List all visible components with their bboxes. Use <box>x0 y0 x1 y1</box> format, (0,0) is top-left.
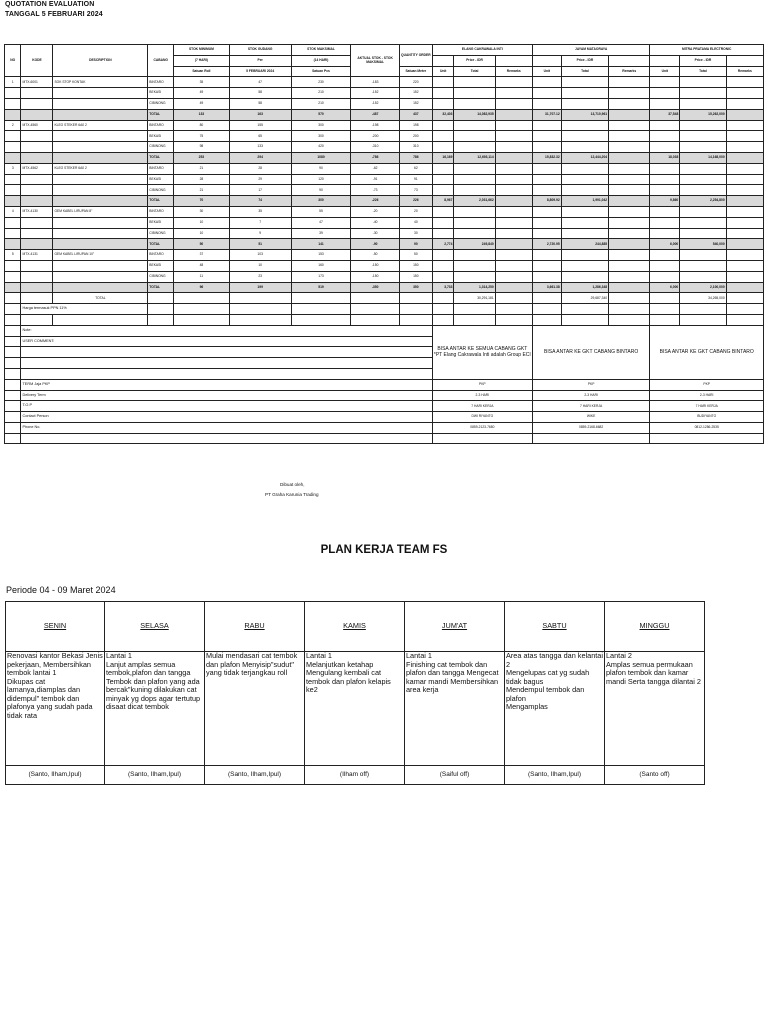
day-team: (Santo, Ilham,Ipul) <box>205 766 305 785</box>
col-qty-order: QUANTITY ORDER <box>399 45 432 67</box>
total-max: 570 <box>291 109 351 120</box>
stok-gudang-cell: 155 <box>229 120 291 131</box>
stok-min-cell: 21 <box>174 185 230 196</box>
aktual-cell: -30 <box>351 228 399 239</box>
item-no: 1 <box>5 77 21 88</box>
day-header: SELASA <box>105 602 205 652</box>
supplier-total: 2,100,000 <box>680 282 726 293</box>
supplier-unit-price: 16,169 <box>432 152 454 163</box>
qty-cell: 198 <box>399 120 432 131</box>
table-row <box>5 250 764 261</box>
day-task: Area atas tangga dan kelantai 2 Mengelupas cat yg sudah tidak bagus Mendempul tembok dan plafon Mengamplas <box>505 652 605 766</box>
aktual-cell: -40 <box>351 217 399 228</box>
col-total: Total <box>454 66 495 77</box>
stok-max-cell: 153 <box>291 250 351 261</box>
branch-cell: CIBINONG <box>148 98 174 109</box>
stok-gudang-cell: 29 <box>229 174 291 185</box>
branch-cell: BEKASI <box>148 217 174 228</box>
col-unit: Unit <box>650 66 680 77</box>
total-gudang: 74 <box>229 196 291 207</box>
stok-gudang-cell: 7 <box>229 217 291 228</box>
qty-cell: 62 <box>399 163 432 174</box>
item-kode: MTX-4131 <box>21 250 53 261</box>
supplier-unit-price: 37,548 <box>650 109 680 120</box>
term-value: PKP <box>650 379 764 390</box>
day-header: SABTU <box>505 602 605 652</box>
stok-max-cell: 210 <box>291 88 351 99</box>
day-header: JUM'AT <box>405 602 505 652</box>
term-value: PKP <box>432 379 532 390</box>
stok-max-cell: 300 <box>291 131 351 142</box>
qty-cell: 150 <box>399 260 432 271</box>
stok-min-cell: 11 <box>174 271 230 282</box>
supplier-total: 14,168,000 <box>680 152 726 163</box>
stok-gudang-cell: 10 <box>229 260 291 271</box>
term-value: PKP <box>532 379 650 390</box>
supplier-unit-price: 6,000 <box>650 282 680 293</box>
supplier-total: 2,031,662 <box>454 196 495 207</box>
grand-total-label: TOTAL <box>53 293 148 304</box>
stok-max-cell: 90 <box>291 163 351 174</box>
total-qty: 350 <box>399 282 432 293</box>
col-qty-unit: Satuan Meter <box>399 66 432 77</box>
table-row <box>5 206 764 217</box>
branch-cell: BINTARO <box>148 206 174 217</box>
stok-max-cell: 420 <box>291 142 351 153</box>
price-label: Price - IDR <box>454 55 495 66</box>
aktual-cell: -91 <box>351 174 399 185</box>
term-value: 7 HARI KERJA <box>432 401 532 412</box>
term-label: T.O.P <box>21 401 432 412</box>
col-stok-min: STOK MINIMUM <box>174 45 230 56</box>
qty-cell: 30 <box>399 228 432 239</box>
table-row <box>5 120 764 131</box>
day-task: Mulai mendasari cat tembok dan plafon Menyisip"sudut" yang tidak terjangkau roll <box>205 652 305 766</box>
total-label: TOTAL <box>148 282 174 293</box>
stok-min-cell: 21 <box>174 163 230 174</box>
aktual-cell: -150 <box>351 260 399 271</box>
col-total: Total <box>680 66 726 77</box>
day-team: (Saiful off) <box>405 766 505 785</box>
aktual-cell: -183 <box>351 77 399 88</box>
col-remarks: Remarks <box>495 66 532 77</box>
col-cabang: CABANG <box>148 45 174 77</box>
supplier-unit-price: 3,733 <box>432 282 454 293</box>
branch-cell: BEKASI <box>148 131 174 142</box>
supplier-note: BISA ANTAR KE GKT CABANG BINTARO <box>532 325 650 379</box>
stok-gudang-cell: 58 <box>229 98 291 109</box>
stok-max-cell: 47 <box>291 217 351 228</box>
stok-gudang-cell: 133 <box>229 142 291 153</box>
term-label: Contact Person <box>21 412 432 423</box>
qty-cell: 20 <box>399 206 432 217</box>
qty-cell: 152 <box>399 98 432 109</box>
term-label: Phone No. <box>21 422 432 433</box>
day-task: Lantai 1 Lanjut amplas semua tembok,plafon dan tangga Tembok dan plafon yang ada bercak"kuning dilakukan cat minyak yg dops agar tertutup disaat dicat tembok <box>105 652 205 766</box>
stok-max-cell: 173 <box>291 271 351 282</box>
supplier-total: 2,254,800 <box>680 196 726 207</box>
supplier-total: 15,262,000 <box>680 109 726 120</box>
table-row <box>5 131 764 142</box>
item-description: KLEO STEKER 6A0 2 <box>53 163 148 174</box>
col-stok-max-unit: Satuan Pcs <box>291 66 351 77</box>
day-team: (Santo, Ilham,Ipul) <box>505 766 605 785</box>
total-row <box>5 196 764 207</box>
total-gudang: 51 <box>229 239 291 250</box>
stok-gudang-cell: 58 <box>229 88 291 99</box>
qty-cell: 73 <box>399 185 432 196</box>
supplier-unit-price: 9,860 <box>650 196 680 207</box>
supplier-total: 12,693,114 <box>454 152 495 163</box>
supplier-note: BISA ANTAR KE SEMUA CABANG GKT *PT Elang Cakrawala Inti adalah Group ECI <box>432 325 532 379</box>
aktual-cell: -150 <box>351 271 399 282</box>
term-value: 7 HARI KERJA <box>532 401 650 412</box>
total-qty: 786 <box>399 152 432 163</box>
aktual-cell: -62 <box>351 163 399 174</box>
day-team: (Santo, Ilham,Ipul) <box>6 766 105 785</box>
col-stok-gudang: STOK GUDANG <box>229 45 291 56</box>
stok-max-cell: 39 <box>291 228 351 239</box>
day-task: Renovasi kantor Bekasi Jenis pekerjaan, Membersihkan tembok lantai 1 Dikupas cat lamanya,diamplas dan didempul" tembok dan plafonya yang sudah pada tidak rata <box>6 652 105 766</box>
total-label: TOTAL <box>148 152 174 163</box>
col-remarks: Remarks <box>726 66 763 77</box>
total-max: 141 <box>291 239 351 250</box>
total-row <box>5 239 764 250</box>
col-stok-gudang-unit: 5 FEBRUARI 2024 <box>229 66 291 77</box>
stok-max-cell: 120 <box>291 174 351 185</box>
signature-label: Dibuat oleh, <box>280 482 305 487</box>
stok-gudang-cell: 35 <box>229 206 291 217</box>
supplier-total: 12,444,204 <box>561 152 608 163</box>
total-min: 253 <box>174 152 230 163</box>
day-header: KAMIS <box>305 602 405 652</box>
stok-min-cell: 30 <box>174 206 230 217</box>
col-description: DESCRIPTION <box>53 45 148 77</box>
total-min: 70 <box>174 196 230 207</box>
col-aktual: AKTUAL STOK - STOK MAKSIMAL <box>351 45 399 77</box>
stok-gudang-cell: 28 <box>229 163 291 174</box>
supplier-total: 244,885 <box>561 239 608 250</box>
term-value: 0812-1286-2535 <box>650 422 764 433</box>
document-title: QUOTATION EVALUATION <box>5 1 95 8</box>
stok-gudang-cell: 65 <box>229 131 291 142</box>
total-aktual: -487 <box>351 109 399 120</box>
qty-cell: 91 <box>399 174 432 185</box>
supplier-total: 13,710,961 <box>561 109 608 120</box>
total-qty: 226 <box>399 196 432 207</box>
stok-min-cell: 37 <box>174 250 230 261</box>
stok-min-cell: 98 <box>174 142 230 153</box>
stok-min-cell: 10 <box>174 228 230 239</box>
price-label: Price - IDR <box>561 55 608 66</box>
aktual-cell: -152 <box>351 88 399 99</box>
col-remarks: Remarks <box>609 66 650 77</box>
grand-total-value: 29,687,340 <box>561 293 608 304</box>
supplier-unit-price: 2,774 <box>432 239 454 250</box>
aktual-cell: -310 <box>351 142 399 153</box>
ppn-note: Harga termasuk PPN 11% <box>21 304 148 315</box>
table-row <box>5 174 764 185</box>
branch-cell: BINTARO <box>148 77 174 88</box>
supplier-unit-price: 6,000 <box>650 239 680 250</box>
total-qty: 90 <box>399 239 432 250</box>
term-value: BUDIYANTO <box>650 412 764 423</box>
col-stok-max: STOK MAKSIMAL <box>291 45 351 56</box>
term-value: 2-3 HARI <box>650 390 764 401</box>
aktual-cell: -200 <box>351 131 399 142</box>
total-min: 50 <box>174 239 230 250</box>
total-max: 519 <box>291 282 351 293</box>
supplier-unit-price: 15,832.32 <box>532 152 561 163</box>
term-value: 7 HARI KERJA <box>650 401 764 412</box>
day-task: Lantai 1 Melanjutkan ketahap Mengulang kembali cat tembok dan plafon kelapis ke2 <box>305 652 405 766</box>
table-row <box>5 88 764 99</box>
total-label: TOTAL <box>148 239 174 250</box>
qty-cell: 310 <box>399 142 432 153</box>
term-value: 0859-2123-7680 <box>432 422 532 433</box>
stok-max-cell: 90 <box>291 185 351 196</box>
item-description: SOK STOP KONTAK <box>53 77 148 88</box>
supplier-total: 1,286,348 <box>561 282 608 293</box>
stok-min-cell: 49 <box>174 98 230 109</box>
signature-company: PT Graha Karunia Trading <box>265 492 319 497</box>
item-kode: MTX-6001 <box>21 77 53 88</box>
total-aktual: -786 <box>351 152 399 163</box>
total-row <box>5 109 764 120</box>
aktual-cell: -50 <box>351 250 399 261</box>
item-description: GEM KABEL LIRUPAN 8" <box>53 206 148 217</box>
day-header: SENIN <box>6 602 105 652</box>
qty-cell: 50 <box>399 250 432 261</box>
supplier-unit-price: 8,809.92 <box>532 196 561 207</box>
supplier-total: 14,082,935 <box>454 109 495 120</box>
item-kode: MTX-4562 <box>21 163 53 174</box>
term-label: TERM Jaja PKP <box>21 379 432 390</box>
table-row <box>5 185 764 196</box>
stok-min-cell: 35 <box>174 77 230 88</box>
stok-gudang-cell: 23 <box>229 271 291 282</box>
table-row <box>5 228 764 239</box>
stok-max-cell: 55 <box>291 206 351 217</box>
document-date: TANGGAL 5 FEBRUARI 2024 <box>5 11 103 18</box>
term-value: 2-3 HARI <box>532 390 650 401</box>
plan-period: Periode 04 - 09 Maret 2024 <box>6 585 116 595</box>
qty-cell: 220 <box>399 77 432 88</box>
term-value: 2-3 HARI <box>432 390 532 401</box>
branch-cell: BEKASI <box>148 88 174 99</box>
qty-cell: 40 <box>399 217 432 228</box>
item-description: GEM KABEL LIRUPAN 10" <box>53 250 148 261</box>
table-row <box>5 142 764 153</box>
stok-min-cell: 28 <box>174 174 230 185</box>
branch-cell: CIBINONG <box>148 142 174 153</box>
table-row <box>5 77 764 88</box>
supplier-total: 1,314,250 <box>454 282 495 293</box>
grand-total-value: 30,291,181 <box>454 293 495 304</box>
stok-gudang-cell: 17 <box>229 185 291 196</box>
col-kode: KODE <box>21 45 53 77</box>
supplier-unit-price: 2,720.95 <box>532 239 561 250</box>
day-team: (Ilham off) <box>305 766 405 785</box>
stok-min-cell: 48 <box>174 260 230 271</box>
stok-gudang-cell: 9 <box>229 228 291 239</box>
stok-min-cell: 49 <box>174 88 230 99</box>
term-value: 0859-2168-6682 <box>532 422 650 433</box>
total-min: 96 <box>174 282 230 293</box>
item-no: 2 <box>5 120 21 131</box>
term-value: WIKE <box>532 412 650 423</box>
day-team: (Santo, Ilham,Ipul) <box>105 766 205 785</box>
day-task: Lantai 2 Amplas semua permukaan plafon tembok dan kamar mandi Serta tangga dilantai 2 <box>605 652 705 766</box>
supplier-total: 540,000 <box>680 239 726 250</box>
aktual-cell: -20 <box>351 206 399 217</box>
item-description: KLEO STEKER 6A0 2 <box>53 120 148 131</box>
aktual-cell: -73 <box>351 185 399 196</box>
aktual-cell: -198 <box>351 120 399 131</box>
table-row <box>5 260 764 271</box>
supplier-total: 249,840 <box>454 239 495 250</box>
qty-cell: 152 <box>399 88 432 99</box>
stok-max-cell: 160 <box>291 260 351 271</box>
item-no: 3 <box>5 163 21 174</box>
quotation-table <box>4 44 764 444</box>
supplier-name: MITRA PRATAMA ELECTRONIC <box>650 45 764 56</box>
day-team: (Santo off) <box>605 766 705 785</box>
branch-cell: BINTARO <box>148 163 174 174</box>
branch-cell: CIBINONG <box>148 185 174 196</box>
stok-max-cell: 230 <box>291 77 351 88</box>
supplier-note: BISA ANTAR KE GKT CABANG BINTARO <box>650 325 764 379</box>
supplier-unit-price: 32,403 <box>432 109 454 120</box>
branch-cell: BINTARO <box>148 120 174 131</box>
qty-cell: 150 <box>399 271 432 282</box>
term-label: Delivery Term <box>21 390 432 401</box>
supplier-unit-price: 31,707.12 <box>532 109 561 120</box>
branch-cell: CIBINONG <box>148 228 174 239</box>
total-aktual: -350 <box>351 282 399 293</box>
item-kode: MTX-4560 <box>21 120 53 131</box>
table-row <box>5 217 764 228</box>
stok-min-cell: 10 <box>174 217 230 228</box>
note-label: Note: <box>21 325 432 336</box>
supplier-total: 1,991,042 <box>561 196 608 207</box>
supplier-unit-price: 3,661.38 <box>532 282 561 293</box>
table-row <box>5 163 764 174</box>
total-gudang: 163 <box>229 109 291 120</box>
col-total: Total <box>561 66 608 77</box>
term-value: DWI RIYANTO <box>432 412 532 423</box>
supplier-unit-price: 8,967 <box>432 196 454 207</box>
total-max: 300 <box>291 196 351 207</box>
grand-total-value: 34,265,000 <box>680 293 726 304</box>
day-header: RABU <box>205 602 305 652</box>
stok-min-cell: 80 <box>174 120 230 131</box>
total-min: 133 <box>174 109 230 120</box>
table-row <box>5 98 764 109</box>
stok-gudang-cell: 47 <box>229 77 291 88</box>
qty-cell: 200 <box>399 131 432 142</box>
day-task: Lantai 1 Finishing cat tembok dan plafon dan tangga Mengecat kamar mandi Membersihkan area kerja <box>405 652 505 766</box>
price-label: Price - IDR <box>680 55 726 66</box>
stok-min-cell: 75 <box>174 131 230 142</box>
branch-cell: BINTARO <box>148 250 174 261</box>
col-stok-min-sub: (7 HARI) <box>174 55 230 66</box>
day-header: MINGGU <box>605 602 705 652</box>
plan-title: PLAN KERJA TEAM FS <box>320 544 448 556</box>
col-stok-max-sub: (14 HARI) <box>291 55 351 66</box>
item-no: 5 <box>5 250 21 261</box>
total-max: 1080 <box>291 152 351 163</box>
branch-cell: BEKASI <box>148 174 174 185</box>
total-row <box>5 282 764 293</box>
total-gudang: 199 <box>229 282 291 293</box>
aktual-cell: -152 <box>351 98 399 109</box>
branch-cell: BEKASI <box>148 260 174 271</box>
item-no: 4 <box>5 206 21 217</box>
supplier-name: JAYAM MATAORAYA <box>532 45 650 56</box>
plan-table <box>5 601 705 785</box>
total-aktual: -226 <box>351 196 399 207</box>
stok-max-cell: 210 <box>291 98 351 109</box>
col-stok-min-unit: Satuan Roll <box>174 66 230 77</box>
supplier-unit-price: 18,038 <box>650 152 680 163</box>
stok-max-cell: 300 <box>291 120 351 131</box>
total-label: TOTAL <box>148 109 174 120</box>
total-row <box>5 152 764 163</box>
total-gudang: 294 <box>229 152 291 163</box>
col-unit: Unit <box>432 66 454 77</box>
total-aktual: -90 <box>351 239 399 250</box>
total-label: TOTAL <box>148 196 174 207</box>
user-comment-label: USER COMMENT: <box>21 336 432 347</box>
col-unit: Unit <box>532 66 561 77</box>
stok-gudang-cell: 103 <box>229 250 291 261</box>
branch-cell: CIBINONG <box>148 271 174 282</box>
supplier-name: ELANG CAKRAWALA INTI <box>432 45 532 56</box>
table-row <box>5 271 764 282</box>
col-stok-gudang-sub: Per <box>229 55 291 66</box>
col-no: NO <box>5 45 21 77</box>
total-qty: 437 <box>399 109 432 120</box>
item-kode: MTX-4130 <box>21 206 53 217</box>
